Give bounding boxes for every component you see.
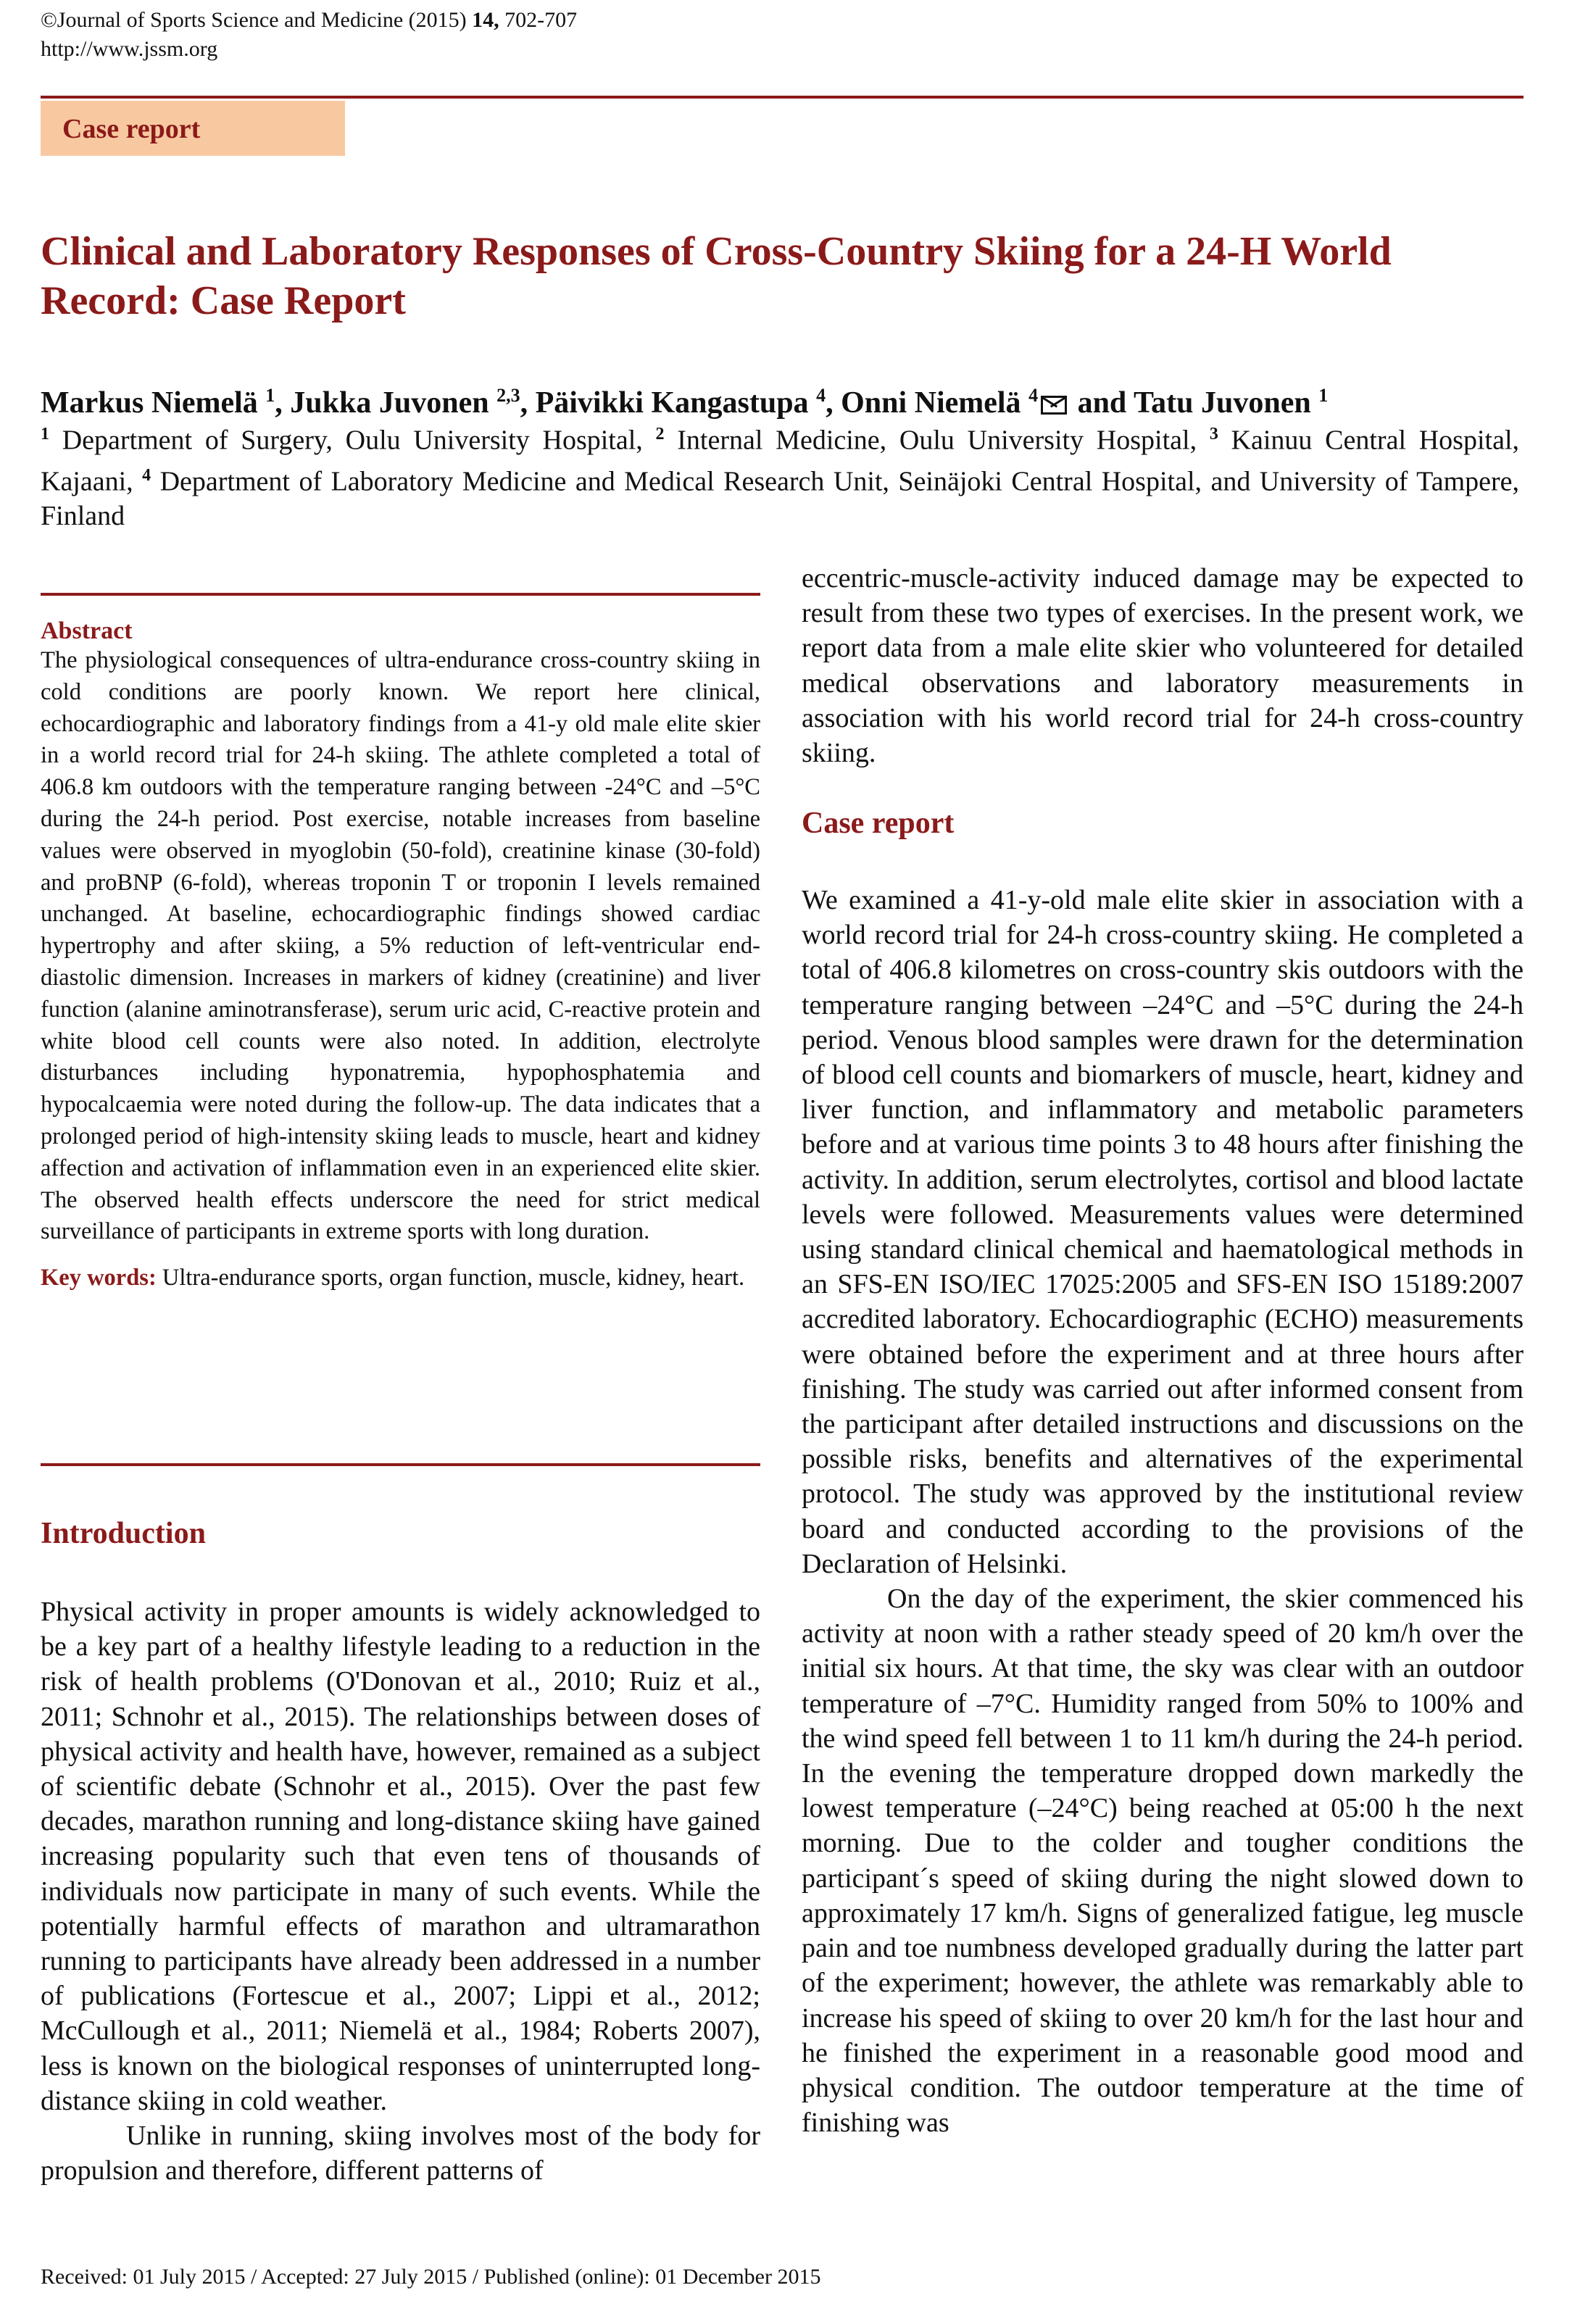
author-list (41, 378, 1519, 421)
article-type-label: Case report (62, 114, 201, 144)
journal-volume: 14, (472, 8, 499, 32)
author-name: Markus Niemelä (41, 386, 258, 420)
paragraph: Unlike in running, skiing involves most of the body for propulsion and therefore, different patterns of (41, 2121, 760, 2186)
abstract-text: The physiological consequences of ultra-endurance cross-country skiing in cold conditions are poorly known. We report here clinical, echocardiographic and laboratory findings from a 41-y old male elite skier in a world record trial for 24-h skiing. The athlete completed a total of 406.8 km outdoors with the temperature ranging between -24°C and –5°C during the 24-h period. Post exercise, notable increases from baseline values were observed in myoglobin (50-fold), creatinine kinase (30-fold) and proBNP (6-fold), whereas troponin T or troponin I levels remained unchanged. At baseline, echocardiographic findings showed cardiac hypertrophy and after skiing, a 5% reduction of left-ventricular end-diastolic dimension. Increases in markers of kidney (creatinine) and liver function (alanine aminotransferase), serum uric acid, C-reactive protein and white blood cell counts were also noted. In addition, electrolyte disturbances including hyponatremia, hypophosphatemia and hypocalcaemia were noted during the follow-up. The data indicates that a prolonged period of high-intensity skiing leads to muscle, heart and kidney affection and activation of inflammation even in an experienced elite skier. The observed health effects underscore the need for strict medical surveillance of participants in extreme sports with long duration. (41, 647, 760, 1245)
abstract-top-rule (41, 593, 760, 596)
case-report-heading: Case report (802, 807, 955, 840)
author-name: and Tatu Juvonen (1070, 386, 1311, 420)
paragraph: eccentric-muscle-activity induced damage may be expected to result from these two types of exercises. In the present work, we report data from a male elite skier who volunteered for detailed medical observations and laboratory measurements in association with his world record trial for 24-h cross-country skiing. (802, 563, 1524, 769)
author-affiliation-mark: 1 (1318, 385, 1329, 406)
affiliations (41, 417, 1519, 533)
affiliation-text: Department of Surgery, Oulu University Hospital, (49, 425, 656, 456)
header-rule (41, 96, 1524, 99)
author-affiliation-mark: 1 (265, 385, 275, 406)
case-report-body (802, 883, 1524, 2140)
keywords-text: Ultra-endurance sports, organ function, muscle, kidney, heart. (156, 1265, 745, 1291)
journal-citation (41, 7, 577, 33)
affiliation-text: Kainuu Central Hospital, Kajaani, (41, 425, 1520, 497)
journal-name: ©Journal of Sports Science and Medicine (2015) (41, 8, 467, 32)
introduction-heading: Introduction (41, 1517, 206, 1550)
author-name: , Onni Niemelä (826, 386, 1021, 420)
affiliation-text: Department of Laboratory Medicine and Medical Research Unit, Seinäjoki Central Hospital, and University of Tampere, Finland (41, 466, 1520, 532)
author-affiliation-mark: 4 (816, 385, 826, 406)
publication-dates: Received: 01 July 2015 / Accepted: 27 July 2015 / Published (online): 01 December 2015 (41, 2265, 821, 2289)
paragraph: On the day of the experiment, the skier commenced his activity at noon with a rather steady speed of 20 km/h over the initial six hours. At that time, the sky was clear with an outdoor temperature of –7°C. Humidity ranged from 50% to 100% and the wind speed fell between 1 to 11 km/h during the 24-h period. In the evening the temperature dropped down markedly the lowest temperature (–24°C) being reached at 05:00 h the next morning. Due to the colder and tougher conditions the participant´s speed of skiing during the night slowed down to approximately 17 km/h. Signs of generalized fatigue, leg muscle pain and toe numbness developed gradually during the latter part of the experiment; however, the athlete was remarkably able to increase his speed of skiing to over 20 km/h for the last hour and he finished the experiment in a reasonable good mood and physical condition. The outdoor temperature at the time of finishing was (802, 1584, 1524, 2139)
keywords (41, 1262, 760, 1294)
author-affiliation-mark: 4 (1028, 385, 1039, 406)
envelope-icon[interactable] (1041, 396, 1067, 415)
keywords-label: Key words: (41, 1265, 157, 1291)
abstract-section (41, 617, 760, 1294)
affiliation-text: Internal Medicine, Oulu University Hospital, (664, 425, 1210, 456)
right-column-intro (802, 561, 1524, 770)
journal-pages: 702-707 (504, 8, 578, 32)
affiliation-number: 2 (655, 425, 665, 444)
affiliation-number: 1 (41, 425, 49, 444)
abstract-bottom-rule (41, 1463, 760, 1466)
author-affiliation-mark: 2,3 (496, 385, 520, 406)
paragraph: Physical activity in proper amounts is widely acknowledged to be a key part of a healthy lifestyle leading to a reduction in the risk of health problems (O'Donovan et al., 2010; Ruiz et al., 2011; Schnohr et al., 2015). The relationships between doses of physical activity and health have, however, remained as a subject of scientific debate (Schnohr et al., 2015). Over the past few decades, marathon running and long-distance skiing have gained increasing popularity such that even tens of thousands of individuals now participate in many of such events. While the potentially harmful effects of marathon and ultramarathon running to participants have already been addressed in a number of publications (Fortescue et al., 2007; Lippi et al., 2012; McCullough et al., 2011; Niemelä et al., 1984; Roberts 2007), less is known on the biological responses of uninterrupted long-distance skiing in cold weather. (41, 1597, 760, 2116)
author-name: , Päivikki Kangastupa (520, 386, 809, 420)
article-title: Clinical and Laboratory Responses of Cross-Country Skiing for a 24-H World Record: Case Report (41, 229, 1392, 323)
article-type-badge (41, 101, 345, 156)
paragraph: We examined a 41-y-old male elite skier in association with a world record trial for 24-h cross-country skiing. He completed a total of 406.8 kilometres on cross-country skis outdoors with the temperature ranging between –24°C and –5°C during the 24-h period. Venous blood samples were drawn for the determination of blood cell counts and biomarkers of muscle, heart, kidney and liver function, and inflammatory and metabolic parameters before and at various time points 3 to 48 hours after finishing the activity. In addition, serum electrolytes, cortisol and blood lactate levels were followed. Measurements values were determined using standard clinical chemical and haematological methods in an SFS-EN ISO/IEC 17025:2005 and SFS-EN ISO 15189:2007 accredited laboratory. Echocardiographic (ECHO) measurements were obtained before the experiment and at three hours after finishing. The study was carried out after informed consent from the participant after detailed instructions and discussions on the possible risks, benefits and alternatives of the experimental protocol. The study was approved by the institutional review board and conducted according to the provisions of the Declaration of Helsinki. (802, 885, 1524, 1579)
introduction-body (41, 1594, 760, 2188)
author-name: , Jukka Juvonen (275, 386, 489, 420)
affiliation-number: 4 (142, 465, 151, 485)
abstract-heading: Abstract (41, 617, 133, 644)
affiliation-number: 3 (1209, 425, 1218, 444)
journal-url[interactable]: http://www.jssm.org (41, 37, 218, 61)
